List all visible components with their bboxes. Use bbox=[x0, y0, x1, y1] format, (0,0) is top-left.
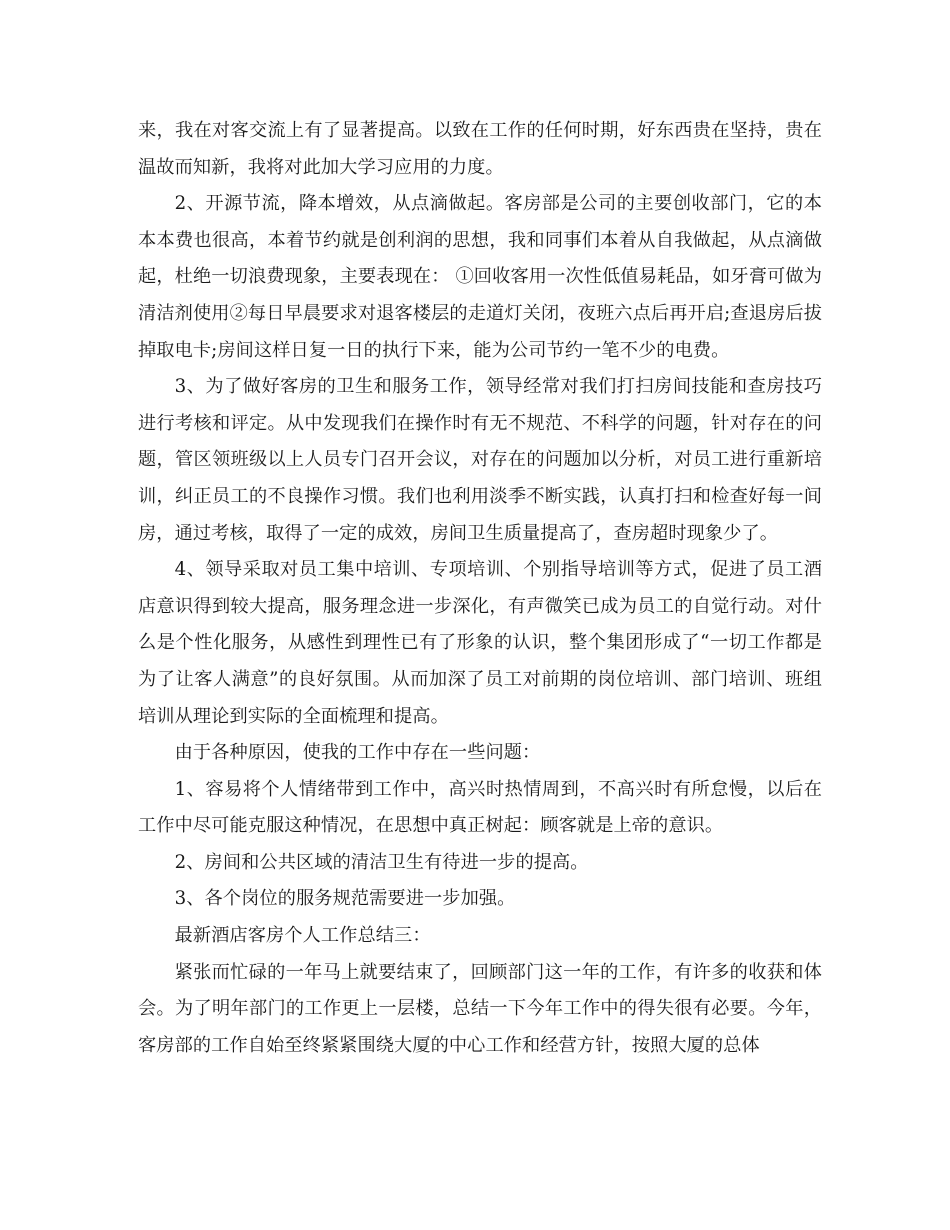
paragraph-cost-saving: 2、开源节流，降本增效，从点滴做起。客房部是公司的主要创收部门，它的本本本费也很高，本着节约就是创利润的思想，我和同事们本着从自我做起，从点滴做起，杜绝一切浪费现象，主要表现在： ①回收客用一次性低值易耗品，如牙膏可做为清洁剂使用②每日早晨要求对退客楼层的走道灯关闭，夜班六点后再开启;查退房后拔掉取电卡;房间这样日复一日的执行下来，能为公司节约一笔不少的电费。 bbox=[138, 193, 822, 361]
paragraph-problem-1: 1、容易将个人情绪带到工作中，高兴时热情周到，不高兴时有所怠慢，以后在工作中尽可能克服这种情况，在思想中真正树起：顾客就是上帝的意识。 bbox=[138, 778, 822, 837]
paragraph-summary-intro: 紧张而忙碌的一年马上就要结束了，回顾部门这一年的工作，有许多的收获和体会。为了明年部门的工作更上一层楼，总结一下今年工作中的得失很有必要。今年，客房部的工作自始至终紧紧围绕大厦的中心工作和经营方针，按照大厦的总体 bbox=[138, 961, 822, 1056]
paragraph-continuation: 来，我在对客交流上有了显著提高。以致在工作的任何时期，好东西贵在坚持，贵在温故而知新，我将对此加大学习应用的力度。 bbox=[138, 120, 822, 178]
paragraph-training: 4、领导采取对员工集中培训、专项培训、个别指导培训等方式，促进了员工酒店意识得到较大提高，服务理念进一步深化，有声微笑已成为员工的自觉行动。对什么是个性化服务，从感性到理性已有了形象的认识，整个集团形成了“一切工作都是为了让客人满意”的良好氛围。从而加深了员工对前期的岗位培训、部门培训、班组培训从理论到实际的全面梳理和提高。 bbox=[138, 559, 822, 727]
paragraph-problems-intro: 由于各种原因，使我的工作中存在一些问题： bbox=[174, 742, 541, 764]
paragraph-hygiene-service: 3、为了做好客房的卫生和服务工作，领导经常对我们打扫房间技能和查房技巧进行考核和评定。从中发现我们在操作时有无不规范、不科学的问题，针对存在的问题，管区领班级以上人员专门召开会议，对存在的问题加以分析，对员工进行重新培训，纠正员工的不良操作习惯。我们也利用淡季不断实践，认真打扫和检查好每一间房，通过考核，取得了一定的成效，房间卫生质量提高了，查房超时现象少了。 bbox=[138, 376, 822, 544]
document-body bbox=[138, 113, 822, 1064]
paragraph-problem-2: 2、房间和公共区域的清洁卫生有待进一步的提高。 bbox=[174, 851, 589, 873]
paragraph-problem-3: 3、各个岗位的服务规范需要进一步加强。 bbox=[174, 888, 516, 910]
section-heading: 最新酒店客房个人工作总结三： bbox=[174, 925, 431, 947]
